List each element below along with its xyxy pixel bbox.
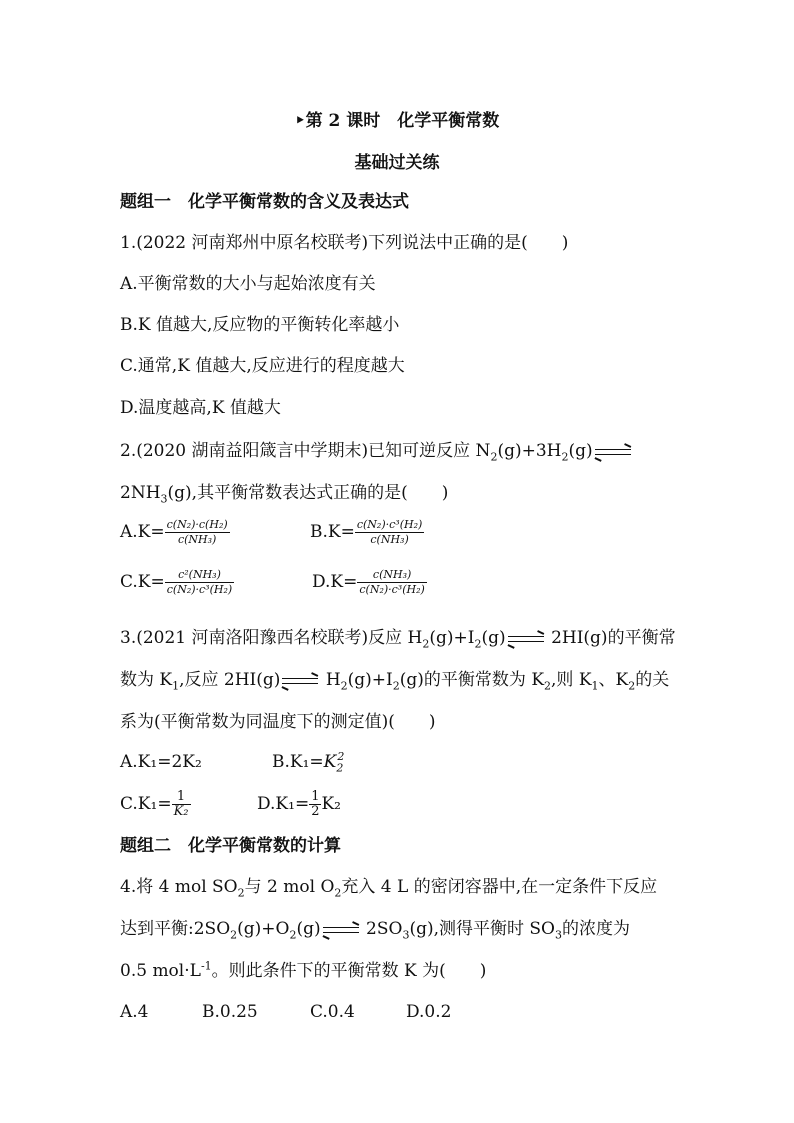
- q1-stem: 1.(2022 河南郑州中原名校联考)下列说法中正确的是( ): [120, 233, 569, 253]
- q4-stem-line1: 4.将 4 mol $SO_2$与 2 mol $O_2$充入 4 L 的密闭容器中,在一定条件下反应: [120, 877, 658, 900]
- q1-option-a: A.平衡常数的大小与起始浓度有关: [120, 274, 376, 294]
- q1-option-d: D.温度越高,K 值越大: [120, 398, 281, 418]
- q4-option-c: C.0.4: [310, 1002, 355, 1022]
- q3-stem-line1: 3.(2021 河南洛阳豫西名校联考)反应 $H_2(g)+I_2(g)$ 2HI(g)的平衡常: [120, 628, 676, 651]
- fraction: $\frac{1}{2}$: [311, 789, 320, 819]
- fraction: $\frac{\text{c(N₂)·c(H₂)}}{\text{c(NH₃)}}$: [166, 518, 228, 546]
- equilibrium-arrow-icon: [595, 446, 631, 458]
- q3-option-a: A.K₁=2K₂: [120, 752, 202, 772]
- fraction: $\frac{1}{\text{K₂}}$: [173, 789, 189, 819]
- q4-option-d: D.0.2: [406, 1002, 452, 1022]
- q2-option-a: A.K= $\frac{\text{c(N₂)·c(H₂)}}{\text{c(NH₃)}}$: [120, 518, 228, 546]
- fraction: $\frac{\text{c²(NH₃)}}{\text{c(N₂)·c³(H₂)}}$: [166, 568, 233, 596]
- fraction: $\frac{\text{c(N₂)·c³(H₂)}}{\text{c(NH₃)}}$: [356, 518, 423, 546]
- q4-option-a: A.4: [120, 1002, 149, 1022]
- fraction: $\frac{\text{c(NH₃)}}{\text{c(N₂)·c³(H₂)}}$: [359, 568, 425, 596]
- q4-stem-line3: 0.5 $mol\cdot L^{-1}$。则此条件下的平衡常数 K 为( ): [120, 959, 487, 981]
- q2-option-d: D.K= $\frac{\text{c(NH₃)}}{\text{c(N₂)·c³(H₂)}}$: [312, 568, 425, 596]
- q3-stem-line2: 数为 $K_1$,反应 2HI(g) $H_2(g)+I_2(g)$的平衡常数为 $K_2$,则 $K_1$、$K_2$的关: [120, 670, 670, 693]
- page-subtitle: 基础过关练: [354, 153, 440, 173]
- q4-option-b: B.0.25: [202, 1002, 258, 1022]
- equilibrium-arrow-icon: [323, 924, 359, 936]
- equilibrium-arrow-icon: [508, 633, 544, 645]
- q2-stem: 2.(2020 湖南益阳箴言中学期末)已知可逆反应 $N_2(g)+3H_2(g)$: [120, 439, 633, 463]
- q2-option-b: B.K= $\frac{\text{c(N₂)·c³(H₂)}}{\text{c(NH₃)}}$: [310, 518, 423, 546]
- q4-stem-line2: 达到平衡$:2SO_2(g)+O_2(g)$ $2SO_3(g)$,测得平衡时 $SO_3$的浓度为: [120, 919, 630, 942]
- equilibrium-arrow-icon: [282, 675, 318, 687]
- q2-option-c: C.K= $\frac{\text{c²(NH₃)}}{\text{c(N₂)·c³(H₂)}}$: [120, 568, 233, 596]
- group-heading-1: 题组一 化学平衡常数的含义及表达式: [120, 192, 409, 212]
- q3-option-d: D.K₁= $\frac{1}{2}$ K₂: [257, 789, 341, 819]
- group-heading-2: 题组二 化学平衡常数的计算: [120, 836, 341, 856]
- q3-stem-line3: 系为(平衡常数为同温度下的测定值)( ): [120, 712, 436, 732]
- q3-option-b: $B.K_1=K_2^2$: [272, 750, 345, 775]
- page-title: ‣第 2 课时 化学平衡常数: [294, 111, 500, 131]
- q1-option-b: B.K 值越大,反应物的平衡转化率越小: [120, 315, 400, 335]
- q3-option-c: C.K₁= $\frac{1}{\text{K₂}}$: [120, 789, 189, 819]
- q1-option-c: C.通常,K 值越大,反应进行的程度越大: [120, 356, 405, 376]
- q2-stem-line2: $2NH_3(g)$,其平衡常数表达式正确的是( ): [120, 483, 449, 506]
